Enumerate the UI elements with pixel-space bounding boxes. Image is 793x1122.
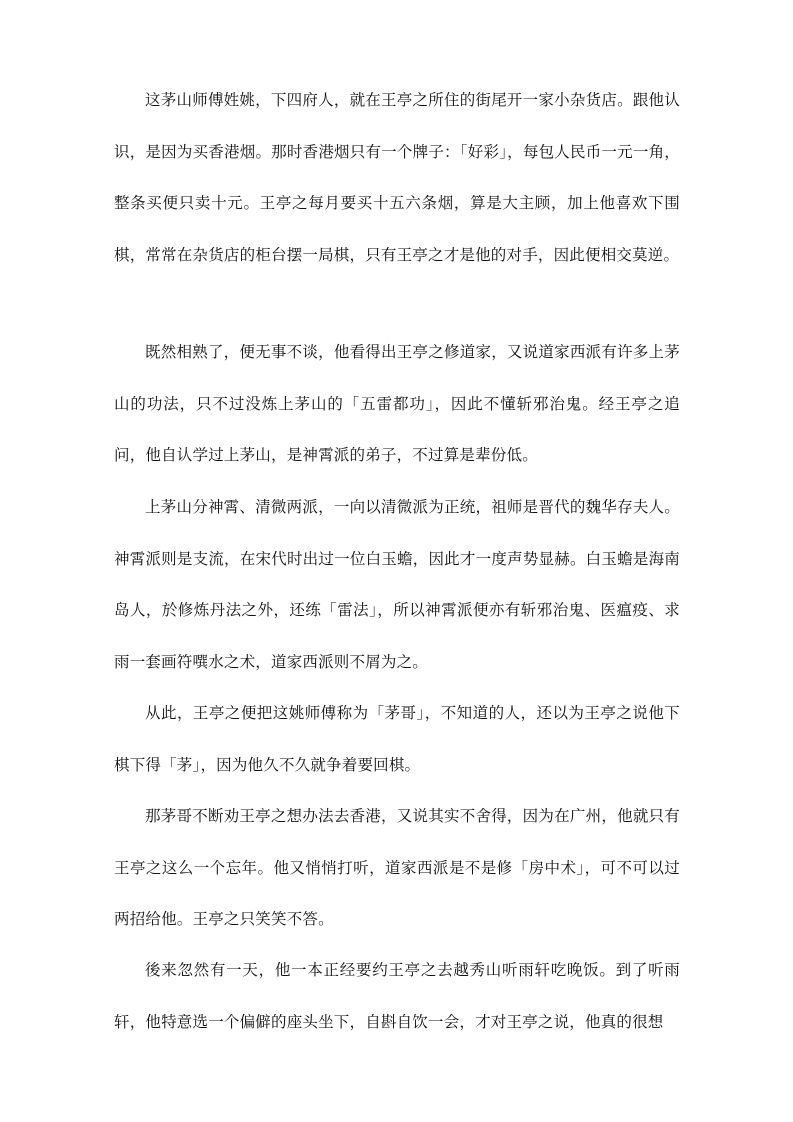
paragraph-3: 上茅山分神霄、清微两派，一向以清微派为正统，祖师是晋代的魏华存夫人。神霄派则是支流，在宋代时出过一位白玉蟾，因此才一度声势显赫。白玉蟾是海南岛人，於修炼丹法之外，还练「雷法」，所以神霄派便亦有斩邪治鬼、医瘟疫、求雨一套画符噀水之术，道家西派则不屑为之。: [114, 498, 680, 671]
paragraph-2: 既然相熟了，便无事不谈，他看得出王亭之修道家，又说道家西派有许多上茅山的功法，只不过没炼上茅山的「五雷都功」，因此不懂斩邪治鬼。经王亭之追问，他自认学过上茅山，是神霄派的弟子，不过算是辈份低。: [114, 343, 680, 464]
paragraph-1: 这茅山师傅姓姚，下四府人，就在王亭之所住的街尾开一家小杂货店。跟他认识，是因为买香港烟。那时香港烟只有一个牌子：「好彩」，每包人民币一元一角，整条买便只卖十元。王亭之每月要买十五六条烟，算是大主顾，加上他喜欢下围棋，常常在杂货店的柜台摆一局棋，只有王亭之才是他的对手，因此便相交莫逆。: [114, 91, 680, 264]
paragraph-4: 从此，王亭之便把这姚师傅称为「茅哥」，不知道的人，还以为王亭之说他下棋下得「茅」，因为他久不久就争着要回棋。: [114, 704, 680, 774]
paragraph-5: 那茅哥不断劝王亭之想办法去香港，又说其实不舍得，因为在广州，他就只有王亭之这么一个忘年。他又悄悄打听，道家西派是不是修「房中术」，可不可以过两招给他。王亭之只笑笑不答。: [114, 807, 680, 928]
paragraph-6: 後来忽然有一天，他一本正经要约王亭之去越秀山听雨轩吃晚饭。到了听雨轩，他特意选一个偏僻的座头坐下，自斟自饮一会，才对王亭之说，他真的很想: [114, 961, 680, 1031]
